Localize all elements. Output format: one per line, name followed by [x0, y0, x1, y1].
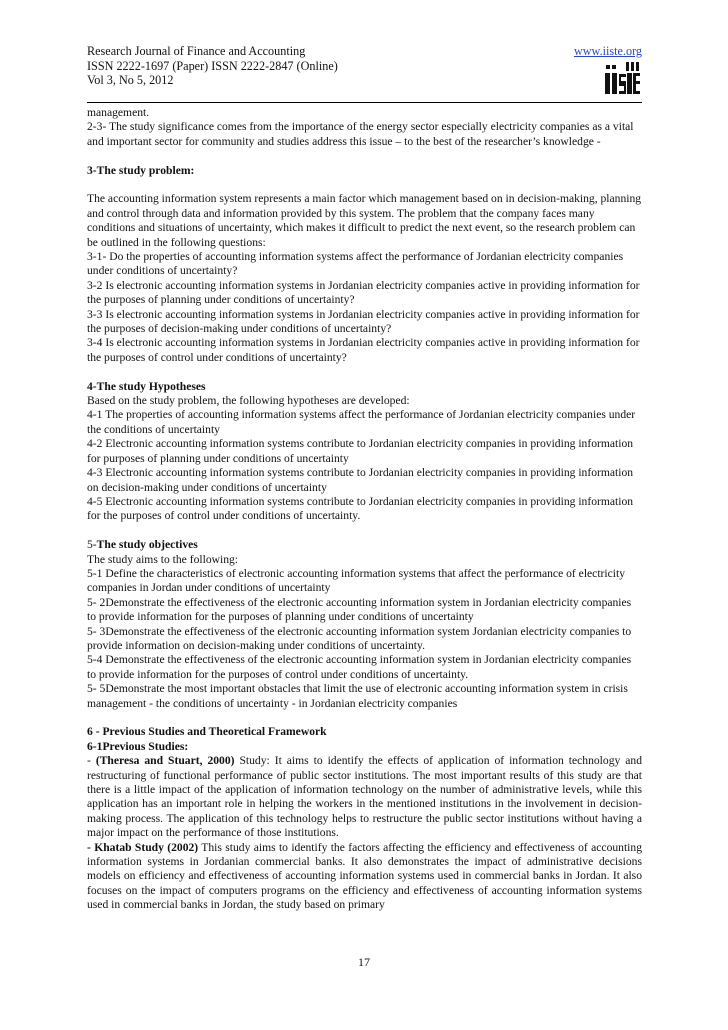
paragraph: The accounting information system represents a main factor which management based on in decision-making, planning and control through data and information provided by this system. The problem that the company faces many conditions and situations of uncertainty, which makes it difficult to predict the next event, so the research problem can be outlined in the following questions: [87, 192, 642, 249]
journal-title: Research Journal of Finance and Accounting [87, 44, 306, 58]
journal-issn: ISSN 2222-1697 (Paper) ISSN 2222-2847 (Online) [87, 58, 338, 73]
section-heading: 3-The study problem: [87, 163, 195, 177]
page-number: 17 [358, 955, 370, 969]
subsection-heading: 6-1Previous Studies: [87, 739, 189, 753]
list-item: 4-1 The properties of accounting information systems affect the performance of Jordanian electricity companies under the conditions of uncertainty [87, 408, 636, 436]
list-item: 3-1- Do the properties of accounting information systems affect the performance of Jordanian electricity companies under conditions of uncertainty? [87, 250, 624, 278]
paragraph: The study aims to the following: [87, 552, 239, 566]
list-item: 4-2 Electronic accounting information systems contribute to Jordanian electricity companies in providing information for purposes of planning under conditions of uncertainty [87, 437, 634, 465]
list-item: 4-3 Electronic accounting information systems contribute to Jordanian electricity companies in providing information on decision-making under conditions of uncertainty [87, 466, 634, 494]
study-paragraph: - (Theresa and Stuart, 2000) Study: It aims to identify the effects of application of information technology and restructuring of functional performance of public sector institutions. The most important results of this study are that there is a little impact of the application of information technology on the number of administrative levels, while this application has an important role in helping the workers in the mentioned institutions in the involvement in decision-making process. The application of this technology helps to restructure the public sector institutions without having a major impact on the performance of those institutions. [87, 754, 642, 840]
list-item: 5-4 Demonstrate the effectiveness of the electronic accounting information system in Jordanian electricity companies to provide information for the purposes of control under conditions of uncertainty. [87, 653, 632, 681]
list-item: 3-2 Is electronic accounting information systems in Jordanian electricity companies active in providing information for the purposes of planning under conditions of uncertainty? [87, 278, 640, 307]
study-paragraph: - Khatab Study (2002) This study aims to identify the factors affecting the efficiency and effectiveness of accounting information systems in Jordanian commercial banks. It also demonstrates the impact of administrative decisions models on efficiency and effectiveness of accounting information systems used in commercial banks in Jordan. It also focuses on the impact of computers programs on the efficiency and effectiveness of accounting information systems used in commercial banks in Jordan, the study based on primary [87, 840, 642, 912]
section-heading: 5-The study objectives [87, 538, 198, 552]
page [87, 44, 642, 912]
iiste-logo-icon [604, 60, 640, 96]
paper-body [87, 106, 642, 913]
paragraph: management. [87, 106, 150, 119]
section-heading: 6 - Previous Studies and Theoretical Framework [87, 725, 327, 739]
section-heading: 4-The study Hypotheses [87, 379, 206, 393]
list-item: 4-5 Electronic accounting information systems contribute to Jordanian electricity companies in providing information for the purposes of control under conditions of uncertainty. [87, 494, 634, 523]
list-item: 3-3 Is electronic accounting information systems in Jordanian electricity companies active in providing information for the purposes of decision-making under conditions of uncertainty? [87, 307, 640, 336]
list-item: 3-4 Is electronic accounting information systems in Jordanian electricity companies active in providing information for the purposes of control under conditions of uncertainty? [87, 336, 640, 364]
paragraph: 2-3- The study significance comes from the importance of the energy sector especially electricity companies as a vital and important sector for community and studies address this issue – to the best of the researcher’s knowledge - [87, 120, 634, 148]
journal-url-link[interactable]: www.iiste.org [573, 44, 642, 58]
journal-header [87, 44, 642, 100]
list-item: 5- 2Demonstrate the effectiveness of the electronic accounting information system in Jordanian electricity companies to provide information for the purposes of planning under conditions of uncertainty [87, 595, 632, 624]
paragraph: Based on the study problem, the following hypotheses are developed: [87, 394, 410, 408]
list-item: 5- 3Demonstrate the effectiveness of the electronic accounting information system Jordanian electricity companies to provide information on decision-making under conditions of uncertainty. [87, 624, 632, 652]
list-item: 5- 5Demonstrate the most important obstacles that limit the use of electronic accounting information system in crisis management - the conditions of uncertainty - in Jordanian electricity companies [87, 682, 628, 710]
list-item: 5-1 Define the characteristics of electronic accounting information systems that affect the performance of electricity companies in Jordan under conditions of uncertainty [87, 566, 626, 595]
journal-volume: Vol 3, No 5, 2012 [87, 73, 174, 87]
header-divider [87, 102, 642, 103]
